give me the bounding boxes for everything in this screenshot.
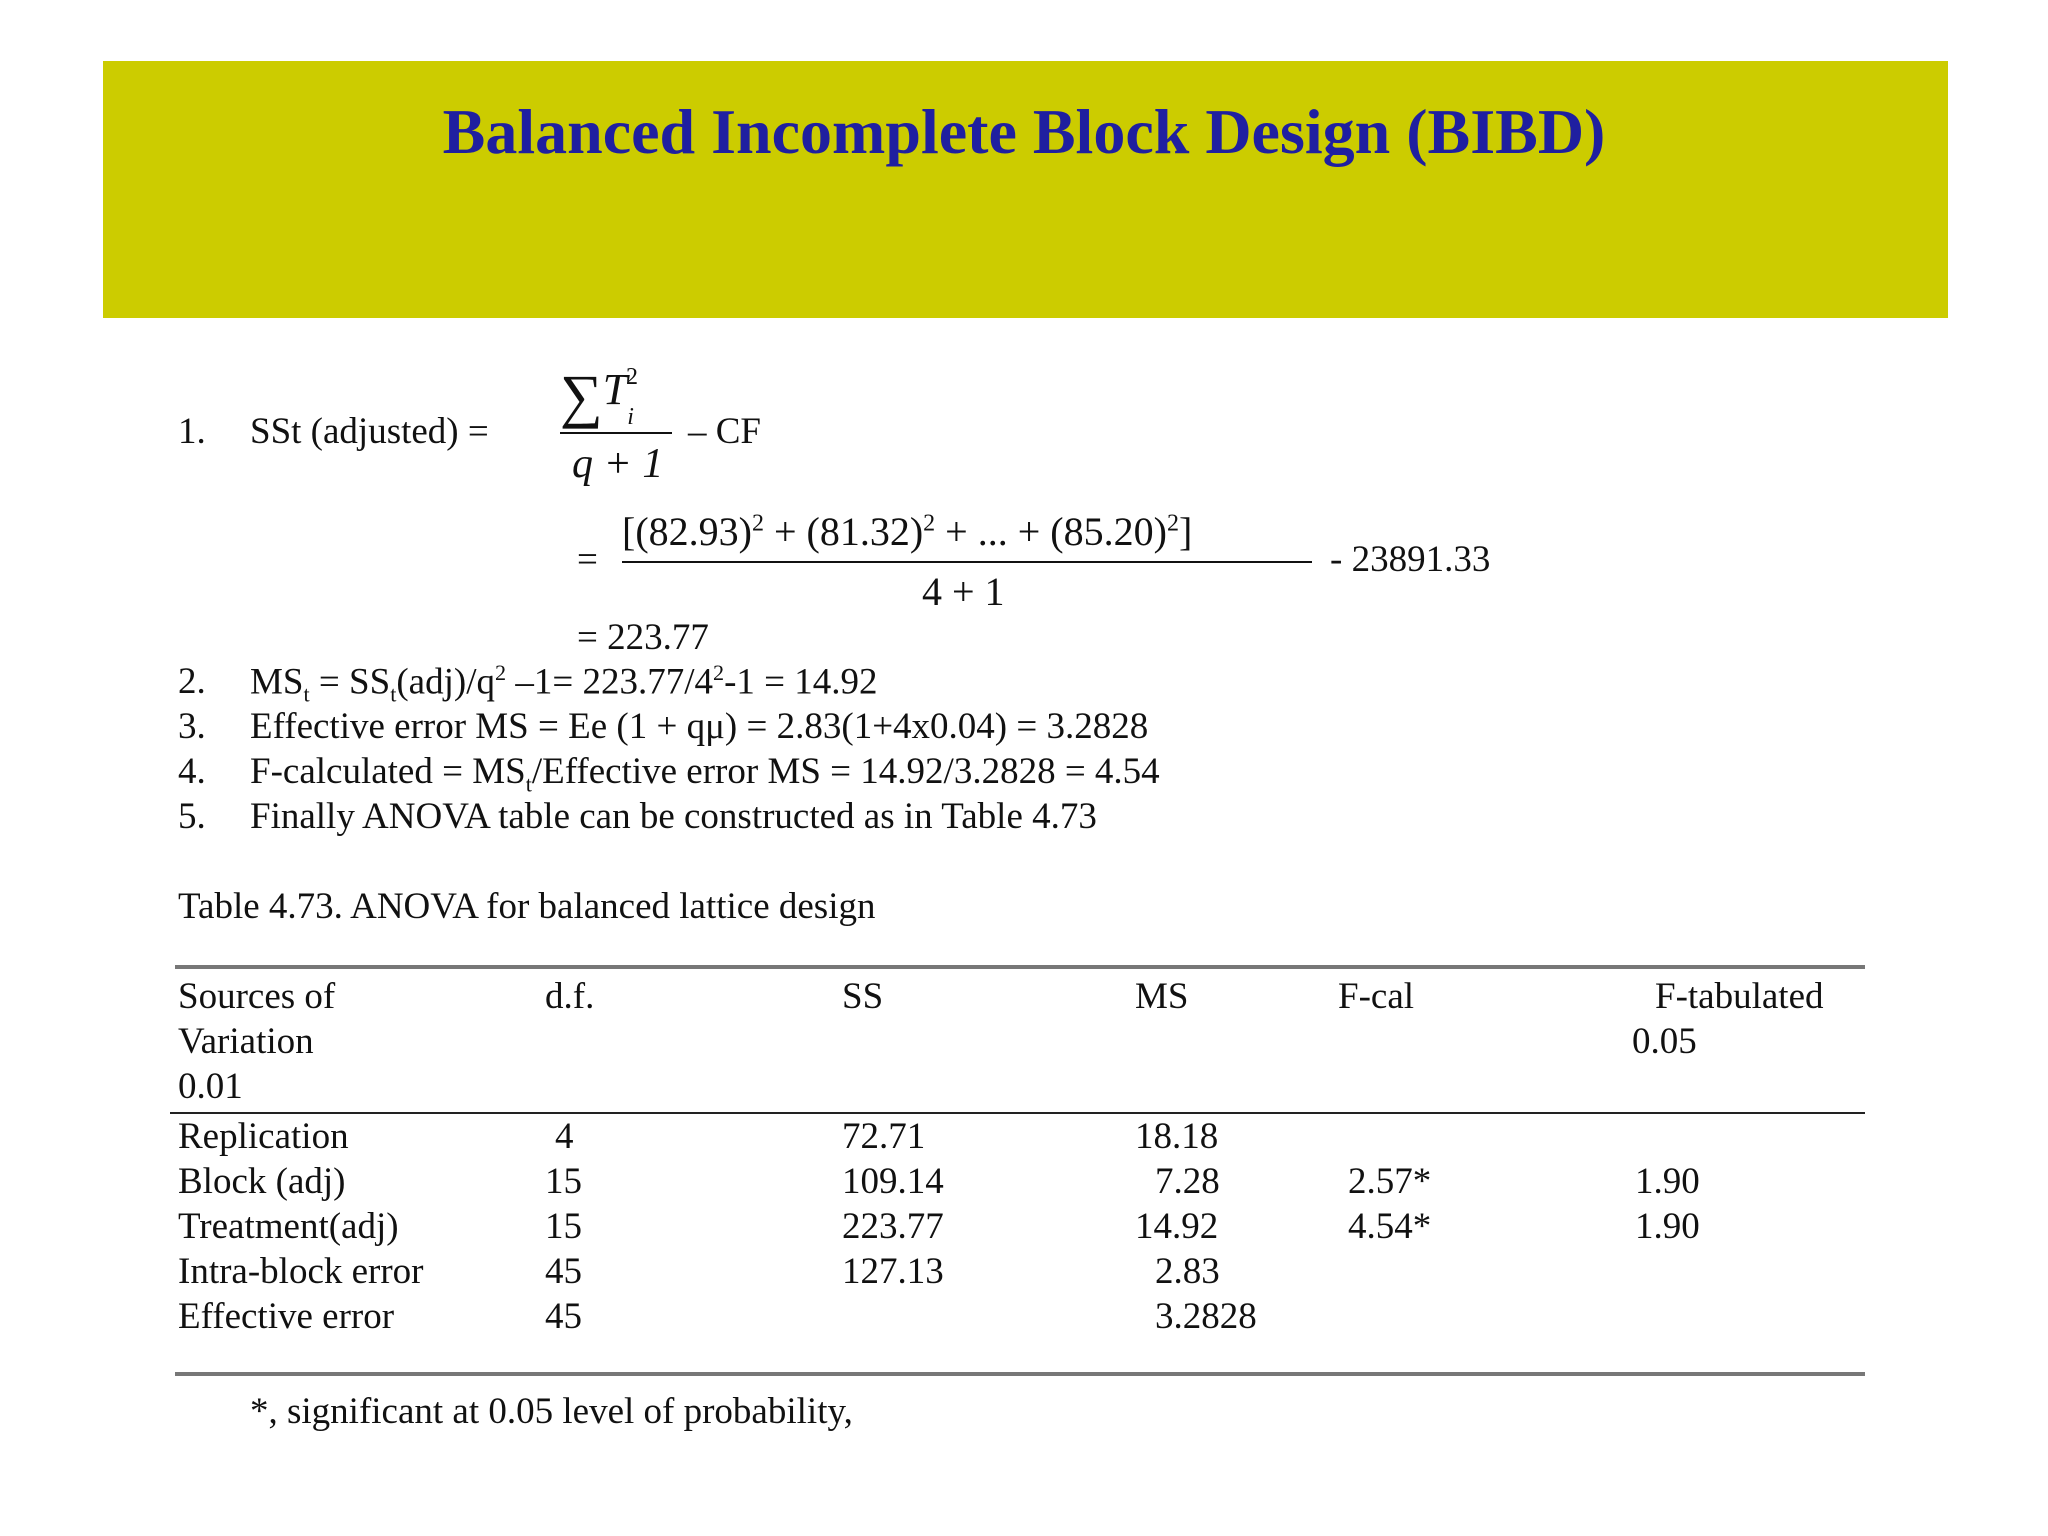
table-row-effective-ms: 3.2828 [1155,1296,1257,1337]
step-5-text: Finally ANOVA table can be constructed as in Table 4.73 [250,796,1097,837]
table-footnote: *, significant at 0.05 level of probability, [250,1391,853,1432]
table-row-treatment-fcal: 4.54* [1348,1206,1432,1247]
expression-denominator: 4 + 1 [922,569,1005,614]
step-2-text [250,660,878,708]
header-ms: MS [1135,976,1189,1017]
table-caption: Table 4.73. ANOVA for balanced lattice design [178,886,876,927]
step-2-number: 2. [178,661,206,702]
s2-sub-a: t [303,681,310,707]
table-header-rule [170,1112,1865,1114]
table-row-effective-source: Effective error [178,1296,395,1337]
table-top-rule [175,965,1865,969]
s4-a: F-calculated = MS [250,751,526,792]
table-row-treatment-ftab: 1.90 [1635,1206,1700,1247]
fraction-bar-2 [622,561,1312,563]
s2-sub-b: t [390,681,397,707]
table-row-block-ftab: 1.90 [1635,1161,1700,1202]
table-row-replication-source: Replication [178,1116,349,1157]
table-row-replication-ms: 18.18 [1135,1116,1219,1157]
minus-cf: – CF [688,411,762,452]
expr-sup-1: 2 [751,510,764,537]
sum-numerator [560,362,646,431]
s2-c: (adj)/q [396,661,495,703]
table-row-intra-ms: 2.83 [1155,1251,1220,1292]
s2-b: = SS [309,661,391,703]
fraction-bar-1 [560,432,672,434]
table-row-block-fcal: 2.57* [1348,1161,1432,1202]
header-ftab-1: F-tabulated [1655,976,1824,1017]
s2-a: MS [250,661,304,703]
expression-tail: - 23891.33 [1330,539,1491,580]
table-row-intra-source: Intra-block error [178,1251,424,1292]
step-4-number: 4. [178,751,206,792]
expr-part-1: [(82.93) [622,509,752,554]
table-row-intra-ss: 127.13 [842,1251,944,1292]
header-source-3: 0.01 [178,1066,243,1107]
header-fcal: F-cal [1338,976,1415,1017]
step-4-text [250,750,1160,797]
table-row-treatment-source: Treatment(adj) [178,1206,399,1247]
s2-sup-c: 2 [494,660,507,685]
denominator-q1: q + 1 [572,441,664,487]
table-row-intra-df: 45 [545,1251,582,1292]
s2-sup-d: 2 [712,660,725,685]
equals-sign: = [577,539,598,580]
page-title: Balanced Incomplete Block Design (BIBD) [442,96,1606,167]
s4-sub-a: t [525,771,532,797]
table-row-treatment-df: 15 [545,1206,582,1247]
table-row-replication-df: 4 [555,1116,574,1157]
step-3-number: 3. [178,706,206,747]
expr-sup-2: 2 [923,510,936,537]
header-source-2: Variation [178,1021,314,1062]
s2-d: –1= 223.77/4 [506,661,713,703]
s2-e: -1 = 14.92 [724,661,878,703]
t-variable: T [602,365,628,414]
step-1-label: SSt (adjusted) = [250,411,489,452]
table-bottom-rule [175,1372,1865,1376]
header-ss: SS [842,976,884,1017]
table-row-effective-df: 45 [545,1296,582,1337]
header-source-1: Sources of [178,976,336,1017]
table-row-block-df: 15 [545,1161,582,1202]
header-df: d.f. [545,976,595,1017]
table-row-treatment-ss: 223.77 [842,1206,944,1247]
sigma-symbol: ∑ [560,363,603,429]
header-ftab-2: 0.05 [1632,1021,1697,1062]
table-row-block-ms: 7.28 [1155,1161,1220,1202]
step-1-result: = 223.77 [577,617,709,658]
step-1-number: 1. [178,411,206,452]
table-row-block-ss: 109.14 [842,1161,944,1202]
step-3-text: Effective error MS = Ee (1 + qμ) = 2.83(1+4x0.04) = 3.2828 [250,706,1149,747]
step-5-number: 5. [178,796,206,837]
t-superscript: 2 [625,364,638,390]
t-subscript: i [627,404,634,430]
expr-sup-3: 2 [1166,510,1179,537]
expression-numerator [622,508,1192,555]
table-row-replication-ss: 72.71 [842,1116,926,1157]
expr-part-4: ] [1178,509,1193,554]
expr-part-3: + ... + (85.20) [935,509,1167,554]
expr-part-2: + (81.32) [763,509,924,554]
table-row-block-source: Block (adj) [178,1161,346,1202]
s4-b: /Effective error MS = 14.92/3.2828 = 4.54 [531,751,1160,792]
table-row-treatment-ms: 14.92 [1135,1206,1219,1247]
